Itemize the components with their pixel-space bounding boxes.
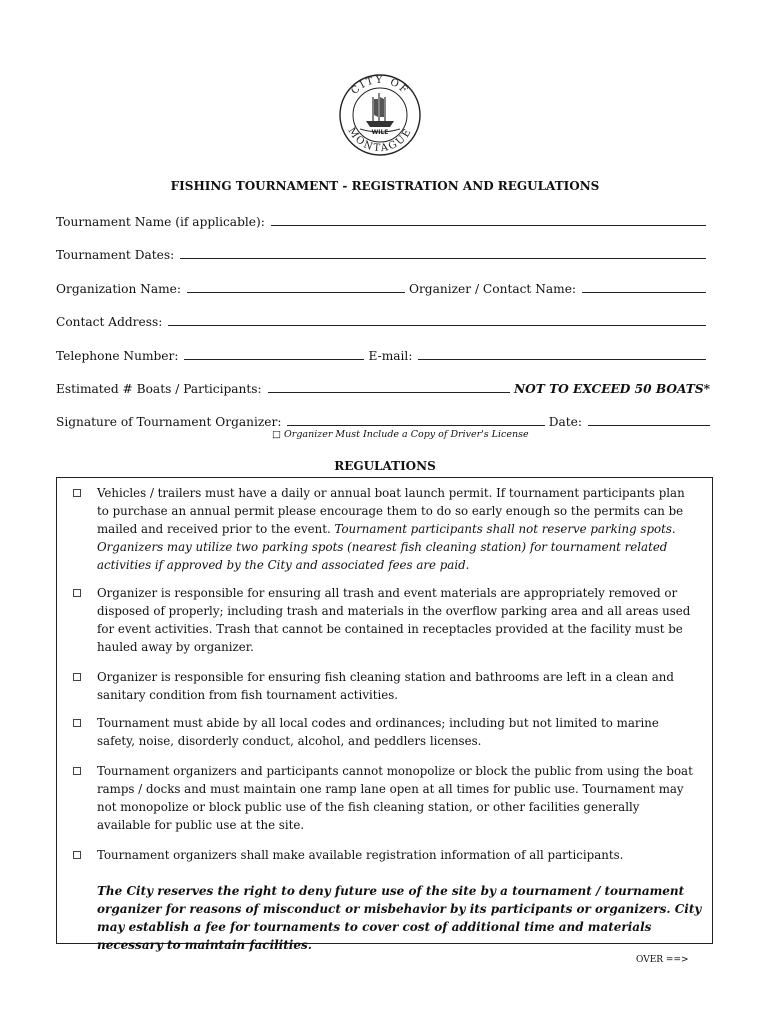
regulation-text: Tournament must abide by all local codes and ordinances; including but not limited to marine safety, noise, disorderly conduct, alcohol, and peddlers licenses. (97, 716, 659, 748)
organizer-contact-label: Organizer / Contact Name: (408, 282, 577, 296)
tournament-name-field[interactable] (56, 211, 710, 229)
regulation-text: Organizer is responsible for ensuring fish cleaning station and bathrooms are left in a clean and sanitary condition from fish tournament activities. (97, 670, 674, 702)
seal-center-text: WILE (371, 129, 389, 136)
regulation-item (73, 668, 693, 704)
telephone-label: Telephone Number: (56, 349, 179, 363)
organization-name-label: Organization Name: (56, 282, 181, 296)
closing-statement: The City reserves the right to deny future use of the site by a tournament / tournament organizer for reasons of misconduct or misbehavior by its participants or organizers. City may establish a fee for tournaments to cover cost of additional time and materials necessary to maintain facilities. (97, 884, 702, 952)
tournament-dates-line[interactable] (180, 257, 706, 259)
regulation-italic-text: Tournament participants shall not reserve parking spots. Organizers may utilize two parking spots (nearest fish cleaning station) for tournament related activities if approved by the City and associated fees are paid. (97, 522, 676, 572)
checkbox-icon[interactable] (73, 589, 81, 597)
regulations-heading: REGULATIONS (334, 459, 436, 473)
checkbox-icon[interactable] (73, 673, 81, 681)
signature-label: Signature of Tournament Organizer: (56, 415, 282, 429)
date-label: Date: (548, 415, 582, 429)
seal-bottom-text: MONTAGUE (345, 125, 415, 155)
svg-text:CITY OF (349, 75, 410, 97)
organization-row[interactable] (56, 278, 710, 296)
signature-row[interactable] (56, 411, 710, 429)
regulation-text: Tournament organizers shall make available registration information of all participants. (97, 848, 624, 862)
checkbox-icon[interactable] (73, 719, 81, 727)
contact-address-line[interactable] (168, 324, 706, 326)
regulation-item (73, 484, 693, 574)
regulations-box (56, 477, 713, 952)
over-page-indicator: OVER ==> (636, 955, 689, 965)
tournament-name-label: Tournament Name (if applicable): (56, 215, 265, 229)
city-seal-logo (338, 73, 422, 157)
signature-line[interactable] (287, 424, 544, 426)
regulation-text: Tournament organizers and participants cannot monopolize or block the public from using the boat ramps / docks and must maintain one ramp lane open at all times for public use. Tournament may not monopolize or block public use of the fish cleaning station, or other facilities generally available for public use at the site. (97, 764, 693, 832)
checkbox-icon[interactable] (73, 489, 81, 497)
telephone-email-row[interactable] (56, 345, 710, 363)
regulation-item (73, 584, 693, 656)
drivers-license-note: □ Organizer Must Include a Copy of Driver's License (272, 429, 529, 440)
contact-address-field[interactable] (56, 311, 710, 329)
regulation-item (73, 762, 693, 834)
regulation-text: Vehicles / trailers must have a daily or annual boat launch permit. If tournament participants plan to purchase an annual permit please encourage them to do so early enough so the permits can be mailed and received prior to the event. (97, 486, 685, 536)
tournament-name-line[interactable] (271, 224, 706, 226)
boats-limit-note: NOT TO EXCEED 50 BOATS* (514, 382, 710, 396)
contact-address-label: Contact Address: (56, 315, 163, 329)
boats-line[interactable] (268, 391, 510, 393)
checkbox-icon[interactable] (73, 851, 81, 859)
tournament-dates-label: Tournament Dates: (56, 248, 175, 262)
boats-label: Estimated # Boats / Participants: (56, 382, 262, 396)
page-title: FISHING TOURNAMENT - REGISTRATION AND REGULATIONS (170, 179, 600, 193)
email-line[interactable] (418, 358, 706, 360)
tournament-dates-field[interactable] (56, 244, 710, 262)
boats-row[interactable] (56, 378, 710, 396)
checkbox-icon[interactable] (73, 767, 81, 775)
organization-name-line[interactable] (187, 291, 405, 293)
seal-top-text: CITY OF (349, 74, 411, 97)
regulation-item (73, 846, 693, 864)
regulation-text: Organizer is responsible for ensuring all trash and event materials are appropriately removed or disposed of properly; including trash and materials in the overflow parking area and all areas used for event activities. Trash that cannot be contained in receptacles provided at the facility must be hauled away by organizer. (97, 586, 691, 654)
email-label: E-mail: (368, 349, 413, 363)
date-line[interactable] (588, 424, 710, 426)
organizer-contact-line[interactable] (582, 291, 706, 293)
telephone-line[interactable] (184, 358, 364, 360)
regulation-item (73, 714, 693, 750)
